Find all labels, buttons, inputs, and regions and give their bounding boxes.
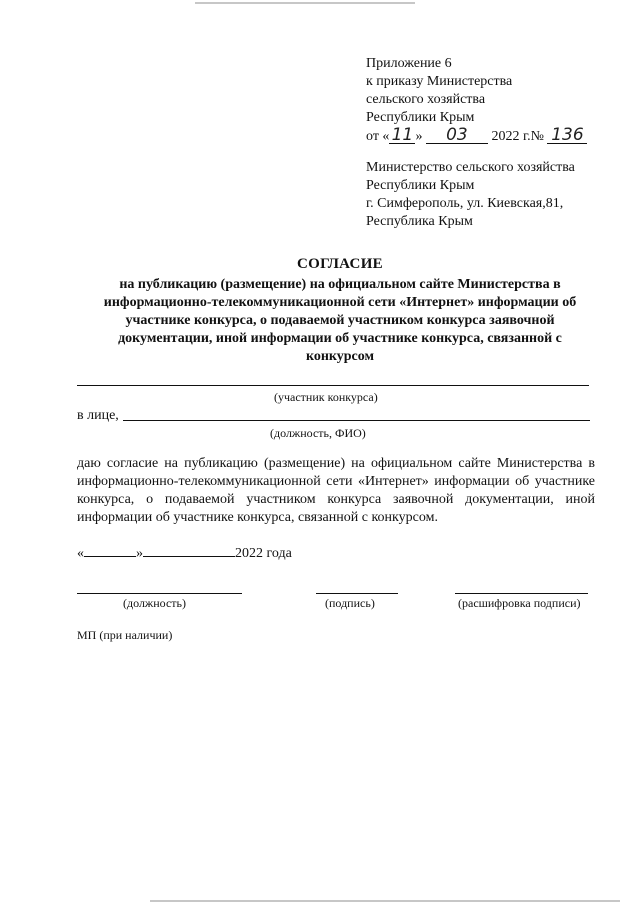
order-year: 2022 г.№ [491,129,544,144]
address-line-2: Республики Крым [366,178,475,193]
appendix-line-2: к приказу Министерства [366,74,513,89]
order-date-line [366,127,587,146]
order-number: 136 [547,127,587,144]
decoding-signature-line [455,593,588,594]
participant-field-line [77,385,589,386]
order-day: 11 [389,127,415,144]
scan-noise-top [195,2,415,4]
addressee-block [366,159,575,231]
signature-line [316,593,398,594]
address-line-1: Министерство сельского хозяйства [366,160,575,175]
consent-date-close: » [136,546,143,561]
subtitle-line-5: конкурсом [305,349,375,364]
consent-date-line [77,543,292,562]
participant-caption: (участник конкурса) [274,390,378,404]
appendix-line-1: Приложение 6 [366,56,452,71]
consent-text: даю согласие на публикацию (размещение) на официальном сайте Министерства в информационно-телекоммуникационной сети «Интернет» информации об участнике конкурса, о подаваемой участником конкурса заявочной документации, иной информации об участнике конкурса, связанной с конкурсом. [77,456,595,525]
address-line-3: г. Симферополь, ул. Киевская,81, [366,196,564,211]
consent-month-blank [143,543,235,557]
signature-caption: (подпись) [325,596,375,610]
address-line-4: Республика Крым [366,214,473,229]
consent-year: 2022 года [235,546,292,561]
order-date-prefix: от « [366,129,390,144]
order-month: 03 [426,127,488,144]
scan-noise-bottom [150,900,620,902]
represented-by-label: в лице, [77,408,119,423]
represented-by-caption: (должность, ФИО) [270,426,366,440]
appendix-line-4: Республики Крым [366,110,475,125]
subtitle-line-4: документации, иной информации об участнике конкурса, связанной с [118,331,562,346]
appendix-line-3: сельского хозяйства [366,92,486,107]
subtitle-line-2: информационно-телекоммуникационной сети «Интернет» информации об [103,295,577,310]
represented-by-field-line [123,420,590,421]
subtitle-line-1: на публикацию (размещение) на официальном сайте Министерства в [119,277,561,292]
title-heading: СОГЛАСИЕ [297,256,383,272]
position-signature-line [77,593,242,594]
position-caption: (должность) [123,596,186,610]
stamp-label: МП (при наличии) [77,628,173,642]
consent-date-open: « [77,546,84,561]
decoding-caption: (расшифровка подписи) [458,596,581,610]
consent-day-blank [84,543,136,557]
appendix-header [366,55,587,146]
subtitle-line-3: участнике конкурса, о подаваемой участником конкурса заявочной [125,313,555,328]
order-date-mid: » [415,129,423,144]
title-subtitle [70,276,610,366]
document-title [70,254,610,366]
